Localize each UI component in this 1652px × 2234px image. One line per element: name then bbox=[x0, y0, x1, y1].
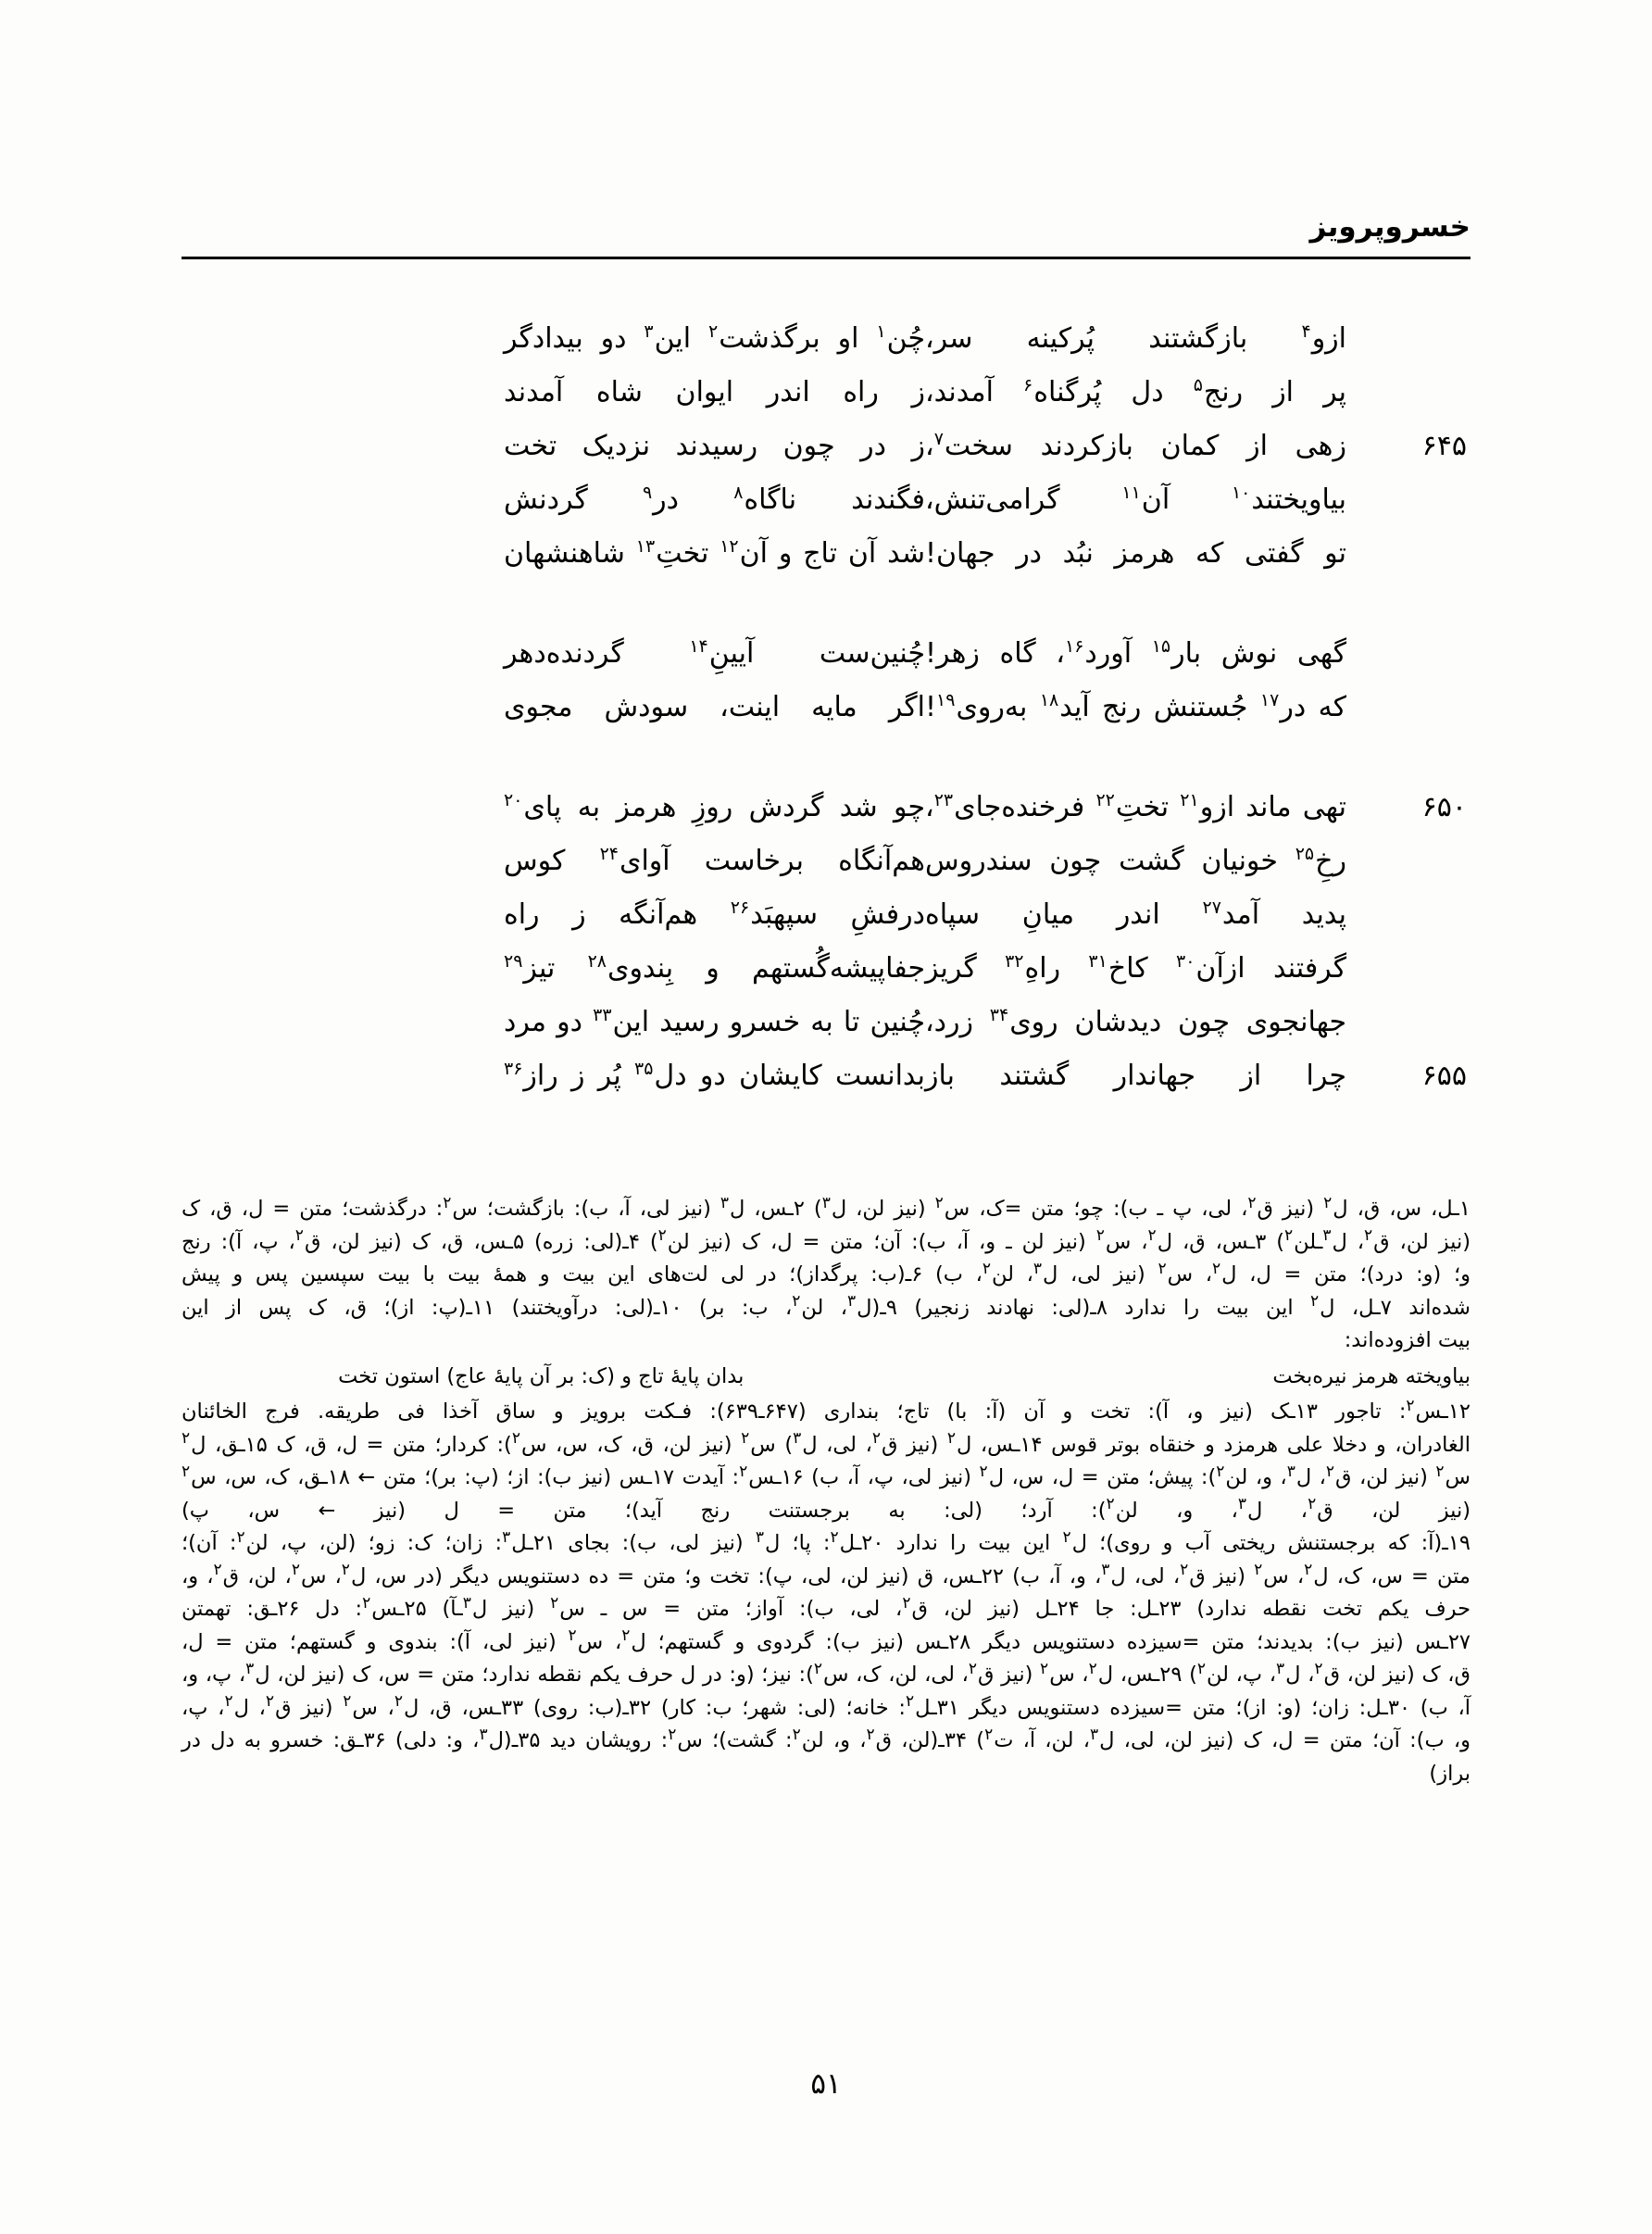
footnote-marker: ۱۶ bbox=[1064, 636, 1084, 657]
hemistich-b: گهی نوش بار$^{۱۵}$ آورد$^{۱۶}$، گاه زهر! bbox=[925, 636, 1346, 670]
apparatus-line: (نیز لن، ق$^۲$، ل$^۳$ـلن$^۲$) ۳ـس، ق، ل$^۲$، س$^۲$ (نیز لن ـ و، آ، ب): آن؛ متن = ل، ک (نیز لن$^۲$) ۴ـ(لی: زره) ۵ـس، ق، ک (نیز لن، ق$^۲$، پ، آ): رنج bbox=[181, 1226, 1471, 1254]
footnote-marker: ۲ bbox=[792, 1725, 801, 1744]
hemistich-b: رخِ$^{۲۵}$ خونیان گشت چون سندروس bbox=[925, 844, 1346, 877]
footnote-marker: ۳۱ bbox=[1088, 951, 1108, 972]
footnote-marker: ۲ bbox=[181, 1429, 191, 1448]
footnote-marker: ۲ bbox=[792, 1292, 801, 1311]
footnote-marker: ۲ bbox=[1158, 1259, 1167, 1278]
couplet-row bbox=[181, 784, 1471, 832]
hemistich-a: شد آن تاج و آن$^{۱۲}$ تختِ$^{۱۳}$ شاهنشهان bbox=[504, 536, 925, 570]
footnote-marker: ۲ bbox=[621, 1626, 631, 1645]
footnote-marker: ۲ bbox=[1106, 1495, 1115, 1513]
running-head-title: خسروپرویز bbox=[1309, 210, 1471, 244]
couplet-row bbox=[181, 315, 1471, 363]
footnote-marker: ۶ bbox=[1023, 375, 1033, 395]
footnote-marker: ۲ bbox=[181, 1462, 191, 1481]
footnote-marker: ۲ bbox=[236, 1527, 245, 1547]
footnote-marker: ۲۴ bbox=[599, 844, 619, 864]
footnote-marker: ۲ bbox=[906, 1692, 915, 1711]
hemistich-b: پر از رنج$^۵$ دل پُرگناه$^۶$ آمدند، bbox=[925, 375, 1347, 408]
hemistich-a: هم‌آنگاه برخاست آوای$^{۲۴}$ کوس bbox=[504, 844, 926, 877]
footnote-marker: ۲ bbox=[291, 1561, 300, 1579]
verse-number: ۶۵۰ bbox=[1421, 791, 1467, 823]
footnote-marker: ۳ bbox=[821, 1193, 831, 1212]
apparatus-line: (نیز لن، ق$^۲$، ل$^۳$، و، لن$^۲$): آرد؛ (لی: به برجستنت رنج آید)؛ متن = ل (نیز ← س، پ) bbox=[181, 1495, 1471, 1523]
couplet-row bbox=[181, 422, 1471, 471]
hemistich-b: پدید آمد$^{۲۷}$ اندر میانِ سپاه bbox=[925, 897, 1346, 931]
footnote-marker: ۲ bbox=[1095, 1226, 1105, 1245]
footnote-marker: ۲۸ bbox=[587, 951, 607, 972]
footnote-marker: ۳ bbox=[1090, 1725, 1099, 1744]
footnote-marker: ۱۷ bbox=[1259, 690, 1280, 710]
footnote-marker: ۲ bbox=[1364, 1226, 1373, 1245]
apparatus-line: براز) bbox=[1429, 1761, 1471, 1786]
footnote-marker: ۲ bbox=[1040, 1659, 1049, 1678]
apparatus-line: حرف یکم تخت نقطه ندارد) ۲۳ـل: جا ۲۴ـل (نیز لن، ق$^۲$، لی، ب): آواز؛ متن = س ـ س$^۲$ (نیز ل$^۳$ـآ) ۲۵ـس$^۲$: دل ۲۶ـق: تهمتن bbox=[181, 1593, 1471, 1621]
footnote-marker: ۱۴ bbox=[689, 636, 708, 657]
running-head-container bbox=[181, 210, 1471, 259]
footnote-marker: ۳ bbox=[644, 321, 654, 342]
verse-block bbox=[181, 630, 1471, 732]
footnote-marker: ۹ bbox=[642, 483, 653, 503]
footnote-marker: ۳ bbox=[755, 1527, 764, 1547]
footnote-marker: ۱ bbox=[876, 321, 886, 342]
footnote-marker: ۳۲ bbox=[1005, 951, 1024, 972]
footnote-marker: ۳ bbox=[1276, 1659, 1285, 1678]
footnote-marker: ۳۵ bbox=[634, 1059, 654, 1079]
footnote-marker: ۳ bbox=[720, 1193, 729, 1212]
footnote-marker: ۳ bbox=[793, 1429, 802, 1448]
footnote-marker: ۱۸ bbox=[1039, 690, 1059, 710]
footnote-marker: ۷ bbox=[933, 429, 944, 449]
footnote-marker: ۲ bbox=[934, 1193, 944, 1212]
footnote-marker: ۳ bbox=[847, 1292, 857, 1311]
hemistich-a: اگر مایه اینت، سودش مجوی bbox=[504, 691, 925, 723]
apparatus-line: متن = س، ک، ل$^۲$، س$^۲$ (نیز ق$^۲$، لی، ل$^۳$، و، آ، ب) ۲۲ـس، ق (نیز لن، لی، پ): تخت و؛ متن = ده دستنویس دیگر (در س، ل$^۲$، س$^۲$، لن، ق$^۲$، و، bbox=[181, 1561, 1471, 1588]
hemistich-b: گرفتند ازآن$^{۳۰}$ کاخ$^{۳۱}$ راهِ$^{۳۲}$ گریز bbox=[925, 951, 1346, 985]
footnote-marker: ۴ bbox=[1301, 321, 1311, 342]
footnote-marker: ۱۳ bbox=[635, 536, 656, 557]
footnote-marker: ۳۶ bbox=[504, 1059, 523, 1079]
footnote-marker: ۲ bbox=[1062, 1527, 1071, 1547]
footnote-marker: ۲ bbox=[213, 1561, 222, 1579]
footnote-marker: ۱۵ bbox=[1151, 636, 1171, 657]
footnote-marker: ۲ bbox=[343, 1692, 352, 1711]
footnote-marker: ۲ bbox=[394, 1692, 403, 1711]
hemistich-a: جفاپیشه‌گُستهم و بِندوی$^{۲۸}$ تیز$^{۲۹}$ bbox=[504, 951, 925, 985]
hemistich-a: فگندند ناگاه$^۸$ در$^۹$ گردنش bbox=[504, 483, 925, 516]
footnote-marker: ۲۱ bbox=[1180, 790, 1199, 810]
footnote-marker: ۲ bbox=[657, 1226, 667, 1245]
hemistich-b: چرا از جهاندار گشتند باز bbox=[925, 1060, 1346, 1092]
footnote-marker: ۲ bbox=[1308, 1495, 1317, 1513]
apparatus-line: و، ب): آن؛ متن = ل، ک (نیز لن، لی، ل$^۳$، لن، آ، ت$^۲$) ۳۴ـ(لن، ق$^۲$، و، لن$^۲$: گشت)؛ س$^۲$: رویشان دید ۳۵ـ(ل$^۳$، و: دلی) ۳۶ـق: خسرو به دل در bbox=[181, 1725, 1471, 1752]
footnote-marker: ۲ bbox=[739, 1462, 748, 1481]
footnote-marker: ۲ bbox=[1247, 1193, 1257, 1212]
footnote-marker: ۲ bbox=[443, 1193, 452, 1212]
hemistich-a: ز در چون رسیدند نزدیک تخت bbox=[504, 430, 925, 462]
running-head-rule bbox=[181, 257, 1471, 259]
hemistich-a: چو شد گردش روزِ هرمز به پای$^{۲۰}$ bbox=[504, 790, 925, 823]
footnote-marker: ۲ bbox=[224, 1692, 233, 1711]
hemistich-b: ازو$^۴$ بازگشتند پُرکینه سر، bbox=[925, 321, 1346, 355]
footnote-marker: ۲ bbox=[1147, 1226, 1157, 1245]
footnote-marker: ۲ bbox=[984, 1725, 994, 1744]
footnote-marker: ۳ bbox=[1286, 1462, 1295, 1481]
verse-block bbox=[181, 784, 1471, 1100]
footnote-marker: ۳ bbox=[502, 1527, 511, 1547]
apparatus-line: آ، ب) ۳۰ـل: زان؛ (و: از)؛ متن =سیزده دستنویس دیگر ۳۱ـل$^۲$: خانه؛ (لی: شهر؛ ب: کار) ۳۲ـ(ب: روی) ۳۳ـس، ق، ل$^۲$، س$^۲$ (نیز ق$^۲$، ل$^۲$، پ، bbox=[181, 1692, 1471, 1720]
apparatus-line: بیت افزوده‌اند: bbox=[1344, 1328, 1471, 1352]
footnote-marker: ۲ bbox=[1309, 1292, 1320, 1311]
hemistich-a: ز راه اندر ایوان شاه آمدند bbox=[504, 376, 925, 408]
apparatus-line: شده‌اند ۷ـل، ل$^۲$ این بیت را ندارد ۸ـ(لی: نهادند زنجیر) ۹ـ(ل$^۳$، لن$^۲$، ب: بر) ۱۰ـ(لی: درآویختند) ۱۱ـ(پ: از)؛ ق، ک پس از این bbox=[181, 1292, 1471, 1320]
footnote-marker: ۲ bbox=[1406, 1396, 1415, 1415]
verse-number: ۶۴۵ bbox=[1421, 430, 1467, 462]
critical-apparatus bbox=[181, 1193, 1471, 1790]
footnote-marker: ۲ bbox=[1323, 1193, 1333, 1212]
footnote-marker: ۳ bbox=[1101, 1561, 1110, 1579]
footnote-marker: ۲۹ bbox=[504, 951, 523, 972]
footnote-marker: ۲ bbox=[979, 1462, 988, 1481]
footnote-marker: ۳ bbox=[462, 1593, 471, 1613]
footnote-marker: ۱۰ bbox=[1231, 483, 1251, 503]
footnote-marker: ۲ bbox=[511, 1429, 520, 1448]
footnote-marker: ۳ bbox=[479, 1725, 488, 1744]
couplet-row bbox=[181, 837, 1471, 885]
footnote-marker: ۲ bbox=[668, 1725, 677, 1744]
footnote-marker: ۱۹ bbox=[936, 690, 956, 710]
footnote-marker: ۳۳ bbox=[593, 1005, 612, 1025]
footnote-marker: ۲ bbox=[1180, 1561, 1189, 1579]
footnote-marker: ۲ bbox=[866, 1725, 875, 1744]
footnote-marker: ۲ bbox=[341, 1561, 350, 1579]
apparatus-line: ۱ـل، س، ق، ل$^۲$ (نیز ق$^۲$، لی، پ ـ ب): چو؛ متن =ک، س$^۲$ (نیز لن، ل$^۳$) ۲ـس، ل$^۳$ (نیز لی، آ، ب): بازگشت؛ س$^۲$: درگذشت؛ متن = ل، ق، ک bbox=[181, 1193, 1471, 1221]
hemistich-b: جهانجوی چون دیدشان روی$^{۳۴}$ زرد، bbox=[925, 1005, 1346, 1038]
footnote-marker: ۲ bbox=[568, 1626, 577, 1645]
couplet-row bbox=[181, 684, 1471, 732]
hemistich-b: که در$^{۱۷}$ جُستنش رنج آید$^{۱۸}$ به‌روی$^{۱۹}$! bbox=[925, 690, 1346, 723]
apparatus-line: ۱۹ـ(آ: که برجستنش ریختی آب و روی)؛ ل$^۲$ این بیت را ندارد ۲۰ـل$^۲$: پا؛ ل$^۳$ (نیز لی، ب): بجای ۲۱ـل$^۳$: زان؛ ک: زو؛ (لن، پ، لن$^۲$: آن)؛ bbox=[181, 1527, 1471, 1555]
inserted-hemistich-b: بیاویخته هرمز نیره‌بخت bbox=[1272, 1363, 1471, 1388]
hemistich-b: تهی ماند ازو$^{۲۱}$ تختِ$^{۲۲}$ فرخنده‌جای$^{۲۳}$، bbox=[925, 790, 1346, 823]
footnote-marker: ۳ bbox=[1237, 1495, 1247, 1513]
couplet-row bbox=[181, 530, 1471, 578]
hemistich-a: چُنین تا به خسرو رسید این$^{۳۳}$ دو مرد bbox=[504, 1005, 925, 1038]
couplet-row bbox=[181, 369, 1471, 417]
footnote-marker: ۳ bbox=[245, 1659, 255, 1678]
hemistich-a: چُن$^۱$ او برگذشت$^۲$ این$^۳$ دو بیدادگر bbox=[504, 321, 925, 355]
apparatus-line: ق، ک (نیز لن، ق$^۲$، ل$^۳$، پ، لن$^۲$) ۲۹ـس، ل$^۲$، س$^۲$ (نیز ق$^۲$، لی، لن، ک، س$^۲$): نیز؛ (و: در ل حرف یکم نقطه ندارد؛ متن = س، ک (نیز لن، ل$^۳$، پ، و، bbox=[181, 1659, 1471, 1687]
page-number: ۵۱ bbox=[810, 2067, 842, 2101]
couplet-row bbox=[181, 891, 1471, 939]
footnote-marker: ۸ bbox=[733, 483, 744, 503]
footnote-marker: ۲۷ bbox=[1202, 897, 1221, 918]
footnote-marker: ۲ bbox=[1435, 1462, 1445, 1481]
footnote-marker: ۲ bbox=[1196, 1659, 1207, 1678]
apparatus-line: س$^۲$ (نیز لن، ق$^۲$، ل$^۳$، و، لن$^۲$): پیش؛ متن = ل، س، ل$^۲$ (نیز لی، پ، آ، ب) ۱۶ـس$^۲$: آیدت ۱۷ـس (نیز ب): از؛ (پ: بر)؛ متن ← ۱۸ـق، ک، س، س$^۲$ bbox=[181, 1462, 1471, 1489]
footnote-marker: ۲ bbox=[294, 1226, 304, 1245]
couplet-row bbox=[181, 630, 1471, 678]
footnote-marker: ۲ bbox=[1314, 1659, 1323, 1678]
footnote-marker: ۲۵ bbox=[1295, 844, 1315, 864]
footnote-marker: ۲ bbox=[1254, 1561, 1263, 1579]
footnote-marker: ۲ bbox=[265, 1692, 275, 1711]
footnote-marker: ۲ bbox=[871, 1429, 881, 1448]
footnote-marker: ۲ bbox=[1212, 1259, 1221, 1278]
hemistich-b: بیاویختند$^{۱۰}$ آن$^{۱۱}$ گرامی‌تنش، bbox=[925, 483, 1346, 516]
footnote-marker: ۳۰ bbox=[1176, 951, 1195, 972]
hemistich-b: زهی از کمان بازکردند سخت$^۷$، bbox=[925, 429, 1346, 462]
inserted-couplet bbox=[181, 1361, 1471, 1394]
footnote-marker: ۲ bbox=[813, 1659, 823, 1678]
footnote-marker: ۲ bbox=[1284, 1226, 1294, 1245]
hemistich-a: درفشِ سپهبَد$^{۲۶}$ هم‌آنگه ز راه bbox=[504, 897, 925, 931]
footnote-marker: ۱۱ bbox=[1121, 483, 1141, 503]
apparatus-line: ۱۲ـس$^۲$: تاجور ۱۳ـک (نیز و، آ): تخت و آن (آ: با) تاج؛ بنداری (۶۴۷ـ۶۳۹): فـکت برویز و ساق آخذا فی طریقه. فرج الخائنان bbox=[181, 1396, 1471, 1424]
footnote-marker: ۲ bbox=[968, 1659, 978, 1678]
footnote-marker: ۲ bbox=[1088, 1659, 1097, 1678]
verse-area bbox=[181, 315, 1471, 1106]
footnote-marker: ۲ bbox=[708, 321, 719, 342]
apparatus-line: ۲۷ـس (نیز ب): بدیدند؛ متن =سیزده دستنویس دیگر ۲۸ـس (نیز ب): گردوی و گستهم؛ ل$^۲$، س$^۲$ (نیز لی، آ): بندوی و گستهم؛ متن = ل، bbox=[181, 1626, 1471, 1654]
footnote-marker: ۲ bbox=[902, 1593, 911, 1613]
footnote-marker: ۵ bbox=[1193, 375, 1203, 395]
couplet-row bbox=[181, 998, 1471, 1047]
footnote-marker: ۲۳ bbox=[933, 790, 954, 810]
verse-number: ۶۵۵ bbox=[1421, 1060, 1467, 1092]
footnote-marker: ۲ bbox=[1304, 1561, 1313, 1579]
footnote-marker: ۲۰ bbox=[504, 790, 523, 810]
footnote-marker: ۳ bbox=[1322, 1226, 1332, 1245]
hemistich-b: تو گفتی که هرمز نبُد در جهان! bbox=[925, 537, 1346, 570]
footnote-marker: ۱۲ bbox=[720, 536, 739, 557]
footnote-marker: ۲۶ bbox=[730, 897, 750, 918]
inserted-hemistich-a: بدان پایهٔ تاج و (ک: بر آن پایهٔ عاج) استون تخت bbox=[338, 1363, 745, 1388]
apparatus-line: و؛ (و: درد)؛ متن = ل، ل$^۲$، س$^۲$ (نیز لی، ل$^۳$، لن$^۲$، ب) ۶ـ(ب: پرگداز)؛ در لی لت‌های این بیت و همهٔ بیت با بیت سپسین پس و پیش bbox=[181, 1259, 1471, 1286]
couplet-row bbox=[181, 476, 1471, 524]
footnote-marker: ۲ bbox=[741, 1429, 750, 1448]
footnote-marker: ۲ bbox=[362, 1593, 371, 1613]
footnote-marker: ۲ bbox=[830, 1527, 839, 1547]
footnote-marker: ۲ bbox=[1216, 1462, 1225, 1481]
hemistich-a: بدانست کایشان دو دل$^{۳۵}$ پُر ز راز$^{۳۶}$ bbox=[504, 1059, 925, 1092]
couplet-row bbox=[181, 1052, 1471, 1100]
hemistich-a: چُنین‌ست آیینِ$^{۱۴}$ گردنده‌دهر bbox=[504, 636, 925, 670]
footnote-marker: ۳۴ bbox=[989, 1005, 1009, 1025]
apparatus-line: الغادران، و دخلا علی هرمزد و خنقاه بوتر قوس ۱۴ـس، ل$^۲$ (نیز ق$^۲$، لی، ل$^۳$) س$^۲$ (نیز لن، ق، ک، س، س$^۲$): کردار؛ متن = ل، ق، ک ۱۵ـق، ل$^۲$ bbox=[181, 1429, 1471, 1457]
footnote-marker: ۲ bbox=[1325, 1462, 1335, 1481]
footnote-marker: ۲ bbox=[946, 1429, 956, 1448]
couplet-row bbox=[181, 945, 1471, 993]
footnote-marker: ۲ bbox=[550, 1593, 559, 1613]
footnote-marker: ۳ bbox=[1032, 1259, 1043, 1278]
verse-block bbox=[181, 315, 1471, 578]
footnote-marker: ۲۲ bbox=[1095, 790, 1115, 810]
footnote-marker: ۲ bbox=[982, 1259, 991, 1278]
